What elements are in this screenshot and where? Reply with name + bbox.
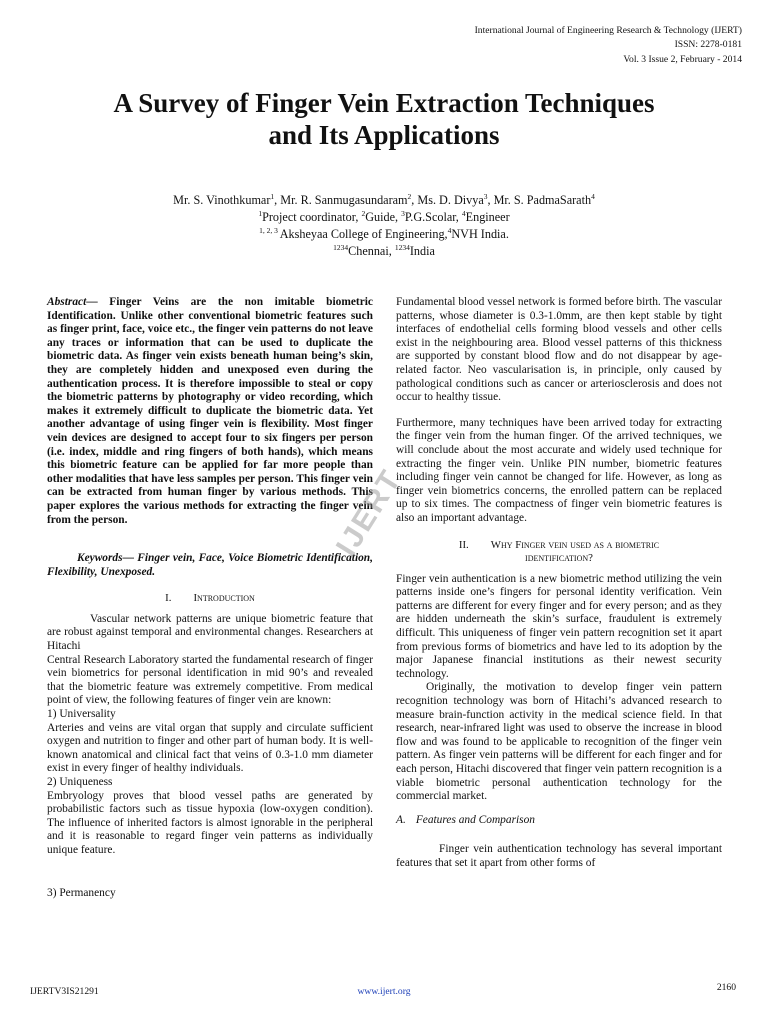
author-block	[40, 190, 728, 258]
universality-heading: 1) Universality	[47, 708, 116, 721]
location-2-sup: 1234	[394, 243, 410, 253]
author-1-sup: 1	[270, 192, 275, 201]
section-heading-introduction	[47, 592, 373, 606]
section-title-line-2: identification?	[525, 552, 593, 565]
right-paragraph-4: Originally, the motivation to develop finger vein pattern recognition technology was born of Hitachi’s advanced research to measure brain-function activity in the medical science field. In that research, near-infrared light was used to observe the increase in blood flow and was found to be applicable to recognition of the finger vein pattern. As finger vein patterns will be different for each finger and for each person, Hitachi discovered that finger vein pattern recognition is a viable biometric personal authentication technology for the commercial market.	[396, 681, 722, 803]
page-number: 2160	[716, 982, 736, 993]
locations	[40, 241, 728, 258]
intro-paragraph-1: Vascular network patterns are unique biometric feature that are robust against temporal and environmental changes. Researchers at Hitachi	[47, 612, 373, 653]
abstract-label: Abstract	[47, 296, 87, 308]
section-heading-why-finger-vein	[396, 539, 722, 566]
paper-id: IJERTV3IS21291	[30, 986, 99, 997]
author-3: , Ms. D. Divya	[411, 193, 484, 208]
right-paragraph-2: Furthermore, many techniques have been arrived today for extracting the finger vein from the human finger. Of the arrived techniques, we will conclude about the most accurate and widely used technique for extracting the finger vein. Unlike PIN number, biometric features including finger vein cannot be changed for life. However, as long as finger vein biometrics concerns, the enrolled pattern can be replaced up to six times. The compactness of finger vein biometric features is also an important advantage.	[396, 416, 722, 524]
volume-issue: Vol. 3 Issue 2, February - 2014	[623, 53, 742, 65]
role-3: P.G.Scolar,	[404, 210, 462, 225]
uniqueness-text: Embryology proves that blood vessel paths are generated by probabilistic factors such as tissue hypoxia (low-oxygen condition). The influence of inherited factors is almost ignorable in the peripheral and it is reasonable to regard finger vein patterns as individually unique feature.	[47, 789, 373, 856]
abstract-dash: —	[86, 296, 98, 308]
section-title-line-1: Why Finger vein used as a biometric	[490, 538, 660, 551]
subsection-title: Features and Comparison	[415, 813, 535, 826]
right-paragraph-5: Finger vein authentication technology has several important features that set it apart from other forms of	[396, 843, 722, 869]
affiliation-1: Aksheyaa College of Engineering,	[279, 227, 448, 242]
affiliation-sup: 1, 2, 3	[259, 226, 280, 236]
author-2: , Mr. R. Sanmugasundaram	[274, 193, 408, 208]
subsection-number: A.	[396, 813, 406, 826]
section-number: I.	[165, 592, 172, 605]
author-4: , Mr. S. PadmaSarath	[487, 193, 592, 208]
permanency-heading: 3) Permanency	[47, 886, 116, 899]
journal-name: International Journal of Engineering Research & Technology (IJERT)	[474, 25, 742, 36]
section-title: Introduction	[193, 592, 255, 605]
journal-header	[362, 24, 742, 67]
footer-url-link[interactable]: www.ijert.org	[357, 986, 411, 997]
author-roles	[40, 207, 728, 224]
role-2-sup: 2	[361, 209, 366, 219]
abstract	[47, 296, 373, 527]
affiliation-2-sup: 4	[447, 226, 452, 236]
role-4-sup: 4	[461, 209, 466, 219]
author-3-sup: 3	[483, 192, 488, 201]
role-4: Engineer	[465, 210, 510, 225]
role-1-sup: 1	[258, 209, 263, 219]
intro-paragraph-2: Central Research Laboratory started the fundamental research of finger vein biometrics for personal identification in mid 90’s and revealed that the biometric feature was extremely competitive. From medical point of view, the following features of finger vein are known:	[47, 653, 373, 707]
author-2-sup: 2	[407, 192, 412, 201]
section-number: II.	[458, 538, 469, 551]
paper-title	[40, 87, 728, 151]
location-1: Chennai,	[348, 244, 395, 259]
uniqueness-heading: 2) Uniqueness	[47, 776, 113, 788]
universality-text: Arteries and veins are vital organ that supply and circulate sufficient oxygen and nutrition to finger and other part of human body. It is well-known anatomical and clinical fact that veins of 0.3-1.0 mm diameter exist in every finger of healthy individuals.	[47, 721, 373, 775]
left-column	[47, 296, 373, 900]
right-column	[396, 296, 722, 871]
role-2: Guide,	[365, 210, 402, 225]
role-1: Project coordinator,	[262, 210, 362, 225]
keywords: Keywords— Finger vein, Face, Voice Biometric Identification, Flexibility, Unexposed.	[47, 552, 373, 578]
author-4-sup: 4	[591, 192, 595, 201]
author-1: Mr. S. Vinothkumar	[173, 193, 271, 208]
abstract-text: Finger Veins are the non imitable biometric Identification. Unlike other conventional biometric features such as finger print, face, voice etc., the finger vein patterns do not leave any traces or information that can be used to duplicate the biometric data. As finger vein exists beneath human being’s skin, they are completely hidden and unexposed even during the authentication process. It is therefore impossible to steal or copy the biometric patterns by photography or video recording, which makes it extremely difficult to duplicate the biometric data. Yet another advantage of using finger vein is flexibility. Most finger vein devices are designed to accept four to six fingers per person (i.e. index, middle and ring fingers of both hands), which means this biometric feature can be applied for far more people than other modalities that have less samples per person. This finger vein can be extracted from human finger by various methods. This paper explores the various methods for extracting the finger vein from the person.	[47, 296, 373, 526]
location-2: India	[409, 244, 435, 259]
location-1-sup: 1234	[333, 243, 349, 253]
right-paragraph-1: Fundamental blood vessel network is formed before birth. The vascular patterns, whose diameter is 0.3-1.0mm, are then kept stable by tight interfaces of endothelial cells forming blood vessels and other cells exist in the neighbouring area. Blood vessel patterns of this thickness are supported by constant blood flow and do not disappear by age-related factor. Neo vascularisation is, in principle, only caused by pathological conditions such as cancer or arteriosclerosis and does not occur to healthy tissue.	[396, 296, 722, 404]
right-paragraph-3: Finger vein authentication is a new biometric method utilizing the vein patterns inside one’s fingers for personal identity verification. Vein patterns are different for every finger and for every person; and as they are hidden underneath the skin’s surface, fraudulent is extremely difficult. This uniqueness of finger vein pattern recognition set it apart from previous forms of biometrics and have led to its adoption by the major Japanese financial institutions as their newest security technology.	[396, 572, 722, 680]
affiliations	[40, 224, 728, 241]
author-names	[40, 190, 728, 207]
issn: ISSN: 2278-0181	[674, 39, 742, 51]
title-line-2: and Its Applications	[268, 120, 500, 150]
affiliation-2: NVH India.	[451, 227, 509, 242]
role-3-sup: 3	[401, 209, 405, 219]
ijert-watermark: IJERT	[329, 463, 409, 562]
subsection-heading	[396, 814, 722, 828]
title-line-1: A Survey of Finger Vein Extraction Techniques	[113, 88, 655, 118]
